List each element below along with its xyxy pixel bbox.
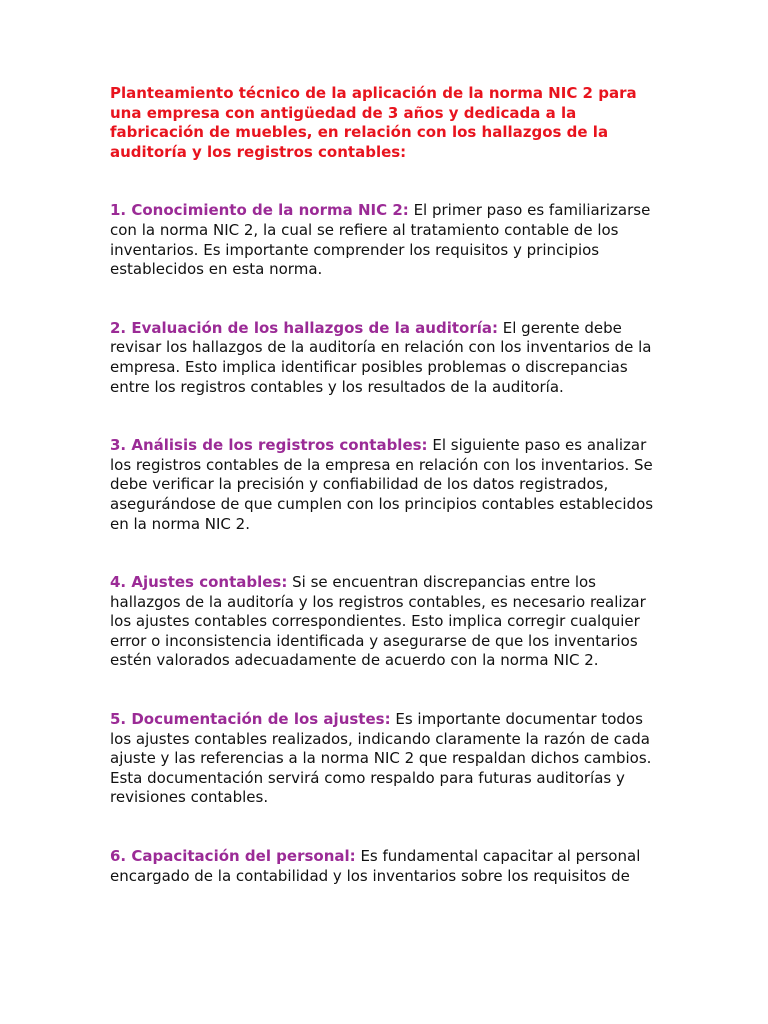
section-body: Es importante documentar todos los ajustes contables realizados, indicando claramente la razón de cada ajuste y las referencias a la norma NIC 2 que respaldan dichos cambios. Esta documentación servirá como respaldo para futuras auditorías y revisiones contables. [110,710,652,807]
section-heading: 5. Documentación de los ajustes: [110,710,391,729]
section-3 [110,436,666,534]
section-1 [110,201,666,279]
section-6 [110,847,666,886]
document-page [110,84,666,925]
section-4 [110,573,666,671]
section-body: Si se encuentran discrepancias entre los hallazgos de la auditoría y los registros contables, es necesario realizar los ajustes contables correspondientes. Esto implica corregir cualquier error o inconsistencia identificada y asegurarse de que los inventarios estén valorados adecuadamente de acuerdo con la norma NIC 2. [110,573,646,670]
section-body: El primer paso es familiarizarse con la norma NIC 2, la cual se refiere al tratamiento contable de los inventarios. Es importante comprender los requisitos y principios establecidos en esta norma. [110,201,651,279]
section-heading: 6. Capacitación del personal: [110,847,356,866]
section-body: Es fundamental capacitar al personal encargado de la contabilidad y los inventarios sobre los requisitos de [110,847,641,885]
section-5 [110,710,666,808]
section-body: El gerente debe revisar los hallazgos de la auditoría en relación con los inventarios de la empresa. Esto implica identificar posibles problemas o discrepancias entre los registros contables y los resultados de la auditoría. [110,318,652,396]
document-title: Planteamiento técnico de la aplicación de la norma NIC 2 para una empresa con antigüedad de 3 años y dedicada a la fabricación de muebles, en relación con los hallazgos de la auditoría y los registros contables: [110,84,637,161]
section-heading: 1. Conocimiento de la norma NIC 2: [110,201,409,220]
section-2 [110,319,666,397]
section-body: El siguiente paso es analizar los registros contables de la empresa en relación con los inventarios. Se debe verificar la precisión y confiabilidad de los datos registrados, asegurándose de que cumplen con los principios contables establecidos en la norma NIC 2. [110,436,654,533]
section-heading: 3. Análisis de los registros contables: [110,436,428,455]
section-heading: 4. Ajustes contables: [110,573,288,592]
section-heading: 2. Evaluación de los hallazgos de la auditoría: [110,318,498,337]
